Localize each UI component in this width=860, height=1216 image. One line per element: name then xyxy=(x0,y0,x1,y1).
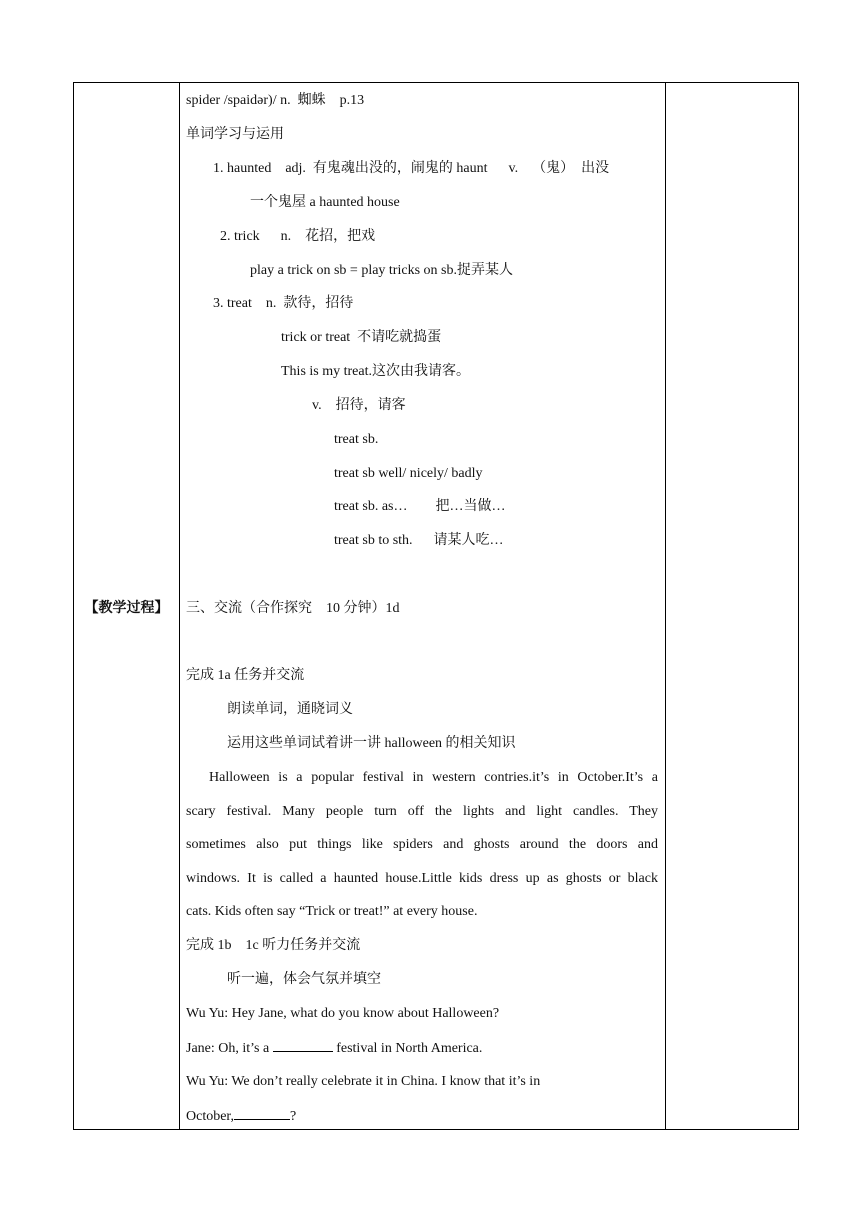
section-heading-exchange: 三、交流（合作探究 10 分钟）1d xyxy=(186,601,400,616)
column-divider-right xyxy=(665,83,666,1129)
vocab-treat-usage-2: treat sb well/ nicely/ badly xyxy=(334,466,483,481)
task-1a-step-1: 朗读单词，通晓词义 xyxy=(227,702,353,717)
dialogue-text: Jane: Oh, it’s a xyxy=(186,1041,273,1056)
vocab-treat: 3. treat n. 款待，招待 xyxy=(213,296,354,311)
vocab-trick-example: play a trick on sb = play tricks on sb.捉弄某人 xyxy=(250,263,513,278)
dialogue-text: ? xyxy=(290,1109,297,1124)
paragraph-line: Halloween is a popular festival in western contries.it’s in October.It’s a xyxy=(209,770,658,785)
vocab-treat-usage-4: treat sb to sth. 请某人吃… xyxy=(334,533,504,548)
section-heading-vocab: 单词学习与运用 xyxy=(186,127,284,142)
paragraph-line: scary festival. Many people turn off the lights and light candles. They xyxy=(186,803,658,819)
vocab-treat-example-2: This is my treat.这次由我请客。 xyxy=(281,364,470,379)
vocab-spider: spider /spaidər)/ n. 蜘蛛 p.13 xyxy=(186,93,365,108)
paragraph-line: sometimes also put things like spiders and ghosts around the doors and xyxy=(186,837,658,853)
paragraph-line: windows. It is called a haunted house.Little kids dress up as ghosts or black xyxy=(186,870,658,886)
task-1a: 完成 1a 任务并交流 xyxy=(186,668,305,683)
dialogue-line-4 xyxy=(186,1107,296,1126)
label-cell xyxy=(74,83,179,1129)
halloween-paragraph xyxy=(186,761,658,929)
task-1a-step-2: 运用这些单词试着讲一讲 halloween 的相关知识 xyxy=(227,736,516,751)
fill-blank[interactable] xyxy=(234,1107,290,1120)
task-1b-step-1: 听一遍，体会气氛并填空 xyxy=(227,972,381,987)
column-divider-left xyxy=(179,83,180,1129)
vocab-haunted: 1. haunted adj. 有鬼魂出没的，闹鬼的 haunt v. （鬼） 出没 xyxy=(213,161,610,176)
vocab-trick: 2. trick n. 花招，把戏 xyxy=(220,229,376,244)
dialogue-line-1: Wu Yu: Hey Jane, what do you know about Halloween? xyxy=(186,1006,500,1021)
lesson-plan-table xyxy=(73,82,799,1130)
vocab-treat-usage-3: treat sb. as… 把…当做… xyxy=(334,499,506,514)
vocab-treat-example-1: trick or treat 不请吃就捣蛋 xyxy=(281,330,442,345)
vocab-treat-verb: v. 招待，请客 xyxy=(312,398,406,413)
row-label: 【教学过程】 xyxy=(84,600,169,616)
vocab-treat-usage-1: treat sb. xyxy=(334,432,379,447)
fill-blank[interactable] xyxy=(273,1039,333,1052)
vocab-haunted-example: 一个鬼屋 a haunted house xyxy=(250,195,400,210)
dialogue-line-2 xyxy=(186,1039,482,1058)
dialogue-text: festival in North America. xyxy=(332,1041,483,1056)
dialogue-line-3: Wu Yu: We don’t really celebrate it in China. I know that it’s in xyxy=(186,1074,541,1089)
task-1b-1c: 完成 1b 1c 听力任务并交流 xyxy=(186,938,361,953)
dialogue-text: October, xyxy=(186,1109,235,1124)
paragraph-line: cats. Kids often say “Trick or treat!” at every house. xyxy=(186,904,478,920)
